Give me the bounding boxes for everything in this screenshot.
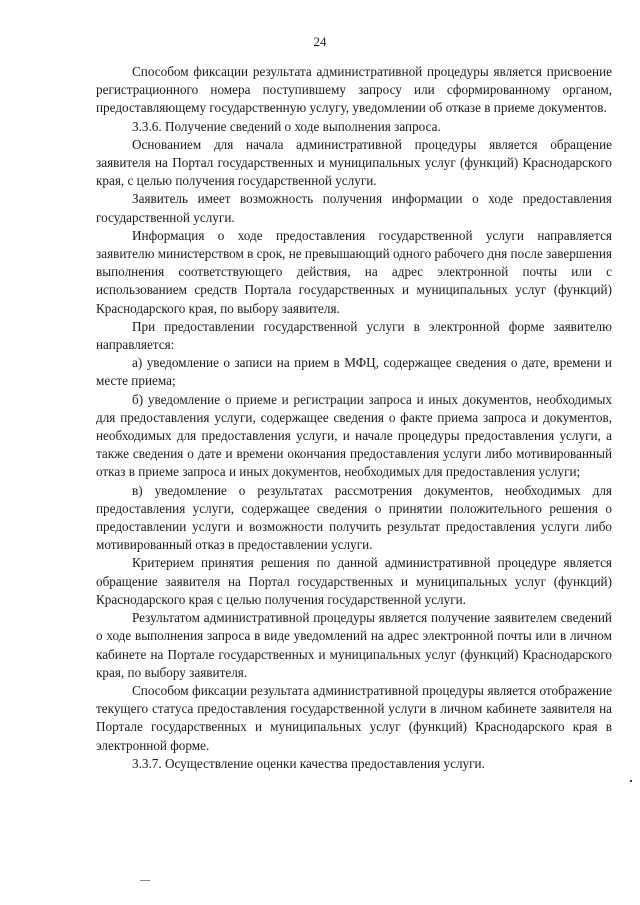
paragraph-criterion: Критерием принятия решения по данной административной процедуре является обращение заявителя на Портал государственных и муниципальных услуг (функций) Краснодарского края с целью получения государственной услуги. [96, 555, 612, 607]
document-body [96, 63, 612, 773]
paragraph-information: Информация о ходе предоставления государственной услуги направляется заявителю министерством в срок, не превышающий одного рабочего дня после завершения выполнения соответствующего действия, на адрес электронной почты или с использованием средств Портала государственных и муниципальных услуг (функций) Краснодарского края, по выбору заявителя. [96, 227, 612, 316]
scan-speck [140, 880, 150, 881]
section-heading-3-3-7: 3.3.7. Осуществление оценки качества предоставления услуги. [132, 755, 485, 771]
paragraph-applicant-possibility: Заявитель имеет возможность получения информации о ходе предоставления государственной услуги. [96, 191, 612, 225]
list-item-b: б) уведомление о приеме и регистрации запроса и иных документов, необходимых для предоставления услуги, содержащее сведения о факте приема запроса и документов, необходимых для предоставления услуги, и начале процедуры предоставления услуги, а также сведения о дате и времени окончания предоставления услуги либо мотивированный отказ в приеме запроса и иных документов, необходимых для предоставления услуги; [96, 391, 612, 480]
paragraph-basis: Основанием для начала административной процедуры является обращение заявителя на Портал государственных и муниципальных услуг (функций) Краснодарского края, с целью получения государственной услуги. [96, 136, 612, 189]
paragraph-fixation-status: Способом фиксации результата административной процедуры является отображение текущего статуса предоставления государственной услуги в личном кабинете заявителя на Портале государственных и муниципальных услуг (функций) Краснодарского края в электронной форме. [96, 682, 612, 753]
paragraph-fixation-method: Способом фиксации результата административной процедуры является присвоение регистрационного номера поступившему запросу или сформированному органом, предоставляющему государственную услугу, уведомлении об отказе в приеме документов. [96, 64, 612, 116]
list-item-v: в) уведомление о результатах рассмотрения документов, необходимых для предоставления услуги, содержащее сведения о принятии положительного решения о предоставлении услуги и возможности получить результат предоставления услуги либо мотивированный отказ в предоставлении услуги. [96, 482, 612, 553]
paragraph-electronic-form: При предоставлении государственной услуги в электронной форме заявителю направляется: [96, 318, 612, 353]
section-heading-3-3-6: 3.3.6. Получение сведений о ходе выполнения запроса. [132, 118, 441, 134]
paragraph-result: Результатом административной процедуры является получение заявителем сведений о ходе выполнения запроса в виде уведомлений на адрес электронной почты или в личном кабинете на Портале государственных и муниципальных услуг (функций) Краснодарского края, по выбору заявителя. [96, 610, 612, 680]
list-item-a: а) уведомление о записи на прием в МФЦ, содержащее сведения о дате, времени и месте приема; [96, 355, 612, 389]
page-number: 24 [313, 34, 327, 49]
scan-speck [630, 780, 632, 782]
